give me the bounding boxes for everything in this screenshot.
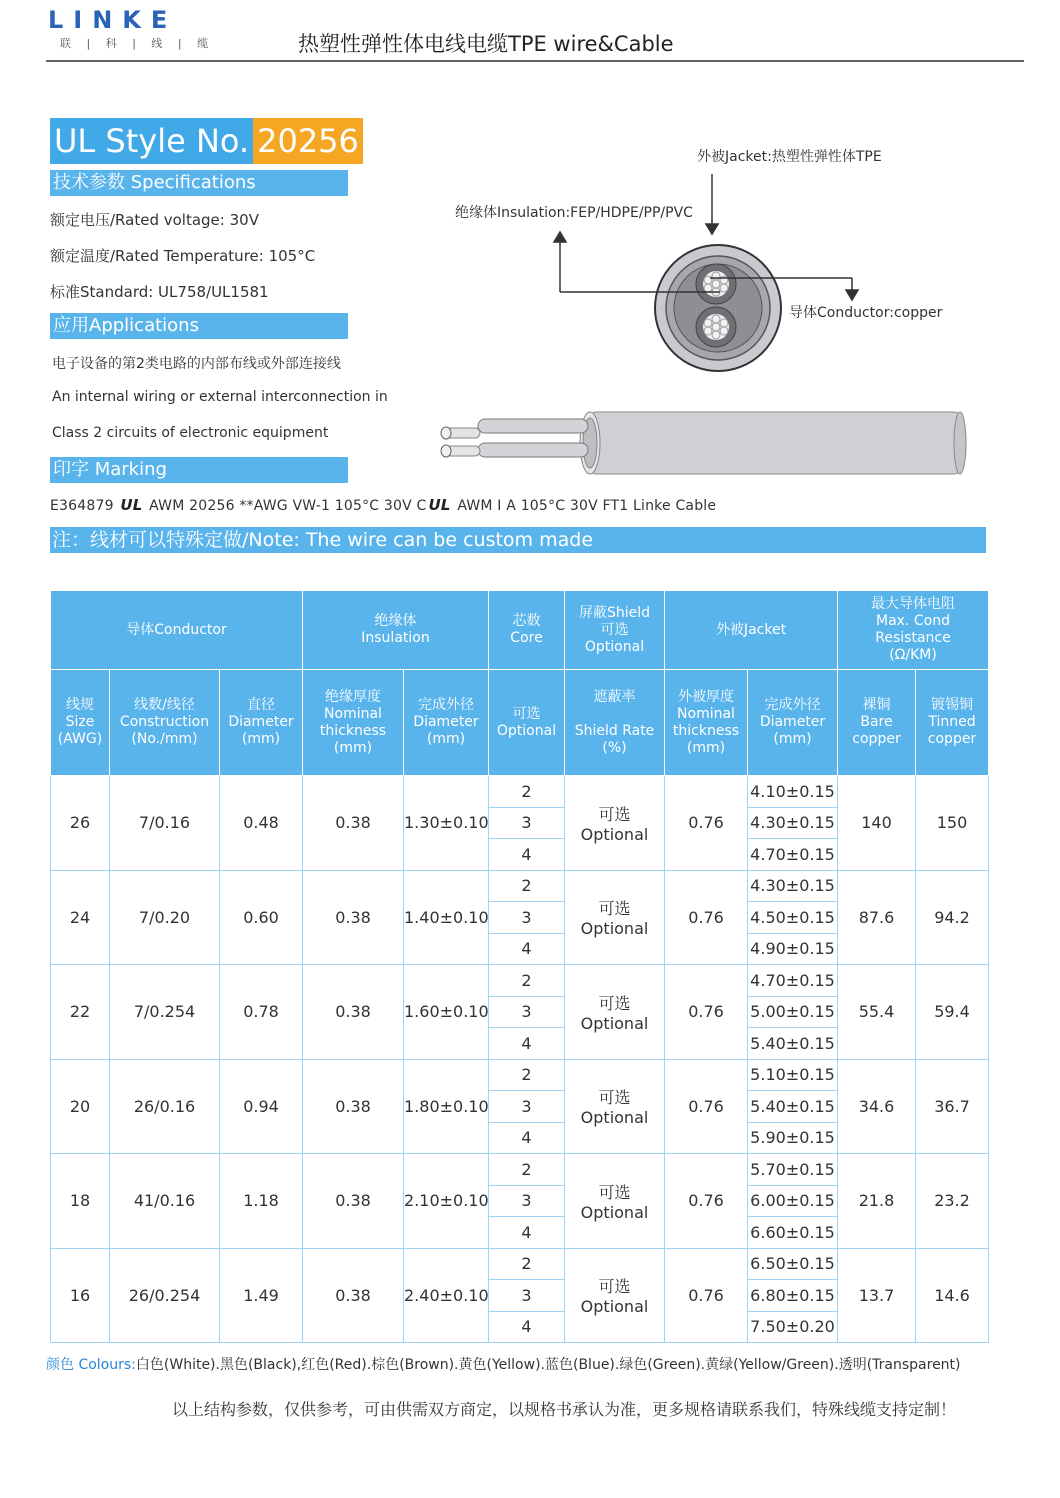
specification-table	[50, 590, 989, 1343]
marking-awm-canada: AWM I A 105°C 30V FT1 Linke Cable	[457, 498, 717, 514]
core-count-cell: 3	[489, 1091, 565, 1123]
application-line: Class 2 circuits of electronic equipment	[52, 425, 329, 441]
diameter-cell: 0.60	[220, 870, 303, 965]
tinned-copper-cell: 23.2	[916, 1154, 989, 1249]
jacket-od-cell: 4.50±0.15	[748, 902, 838, 934]
tinned-copper-cell: 59.4	[916, 965, 989, 1060]
marking-awm: AWM 20256 **AWG VW-1 105°C 30V C	[149, 498, 427, 514]
insulation-thickness-header: 绝缘厚度 Nominal thickness (mm)	[303, 670, 404, 776]
diameter-cell: 0.48	[220, 776, 303, 871]
bare-copper-cell: 13.7	[838, 1248, 916, 1343]
jacket-od-cell: 6.50±0.15	[748, 1248, 838, 1280]
header-divider	[46, 60, 1024, 62]
core-count-cell: 2	[489, 1248, 565, 1280]
core-count-cell: 2	[489, 776, 565, 808]
insulation-od-cell: 2.40±0.10	[404, 1248, 489, 1343]
shield-cell: 可选Optional	[565, 1059, 665, 1154]
jacket-od-cell: 5.90±0.15	[748, 1122, 838, 1154]
core-count-cell: 2	[489, 1154, 565, 1186]
diameter-cell: 0.78	[220, 965, 303, 1060]
marking-heading: 印字 Marking	[50, 457, 348, 483]
diameter-cell: 1.49	[220, 1248, 303, 1343]
insulation-group-header: 绝缘体 Insulation	[303, 591, 489, 670]
insulation-thickness-cell: 0.38	[303, 965, 404, 1060]
jacket-od-cell: 4.30±0.15	[748, 807, 838, 839]
tinned-copper-cell: 94.2	[916, 870, 989, 965]
insulation-od-header: 完成外径 Diameter (mm)	[404, 670, 489, 776]
core-count-cell: 4	[489, 1217, 565, 1249]
shield-cell: 可选Optional	[565, 1248, 665, 1343]
jacket-od-cell: 4.30±0.15	[748, 870, 838, 902]
jacket-od-cell: 4.10±0.15	[748, 776, 838, 808]
bare-copper-cell: 55.4	[838, 965, 916, 1060]
jacket-od-cell: 4.90±0.15	[748, 933, 838, 965]
conductor-group-header: 导体Conductor	[51, 591, 303, 670]
table-row	[51, 776, 989, 808]
jacket-od-cell: 6.60±0.15	[748, 1217, 838, 1249]
ul-style-number: 20256	[253, 118, 363, 164]
bare-copper-cell: 34.6	[838, 1059, 916, 1154]
construction-cell: 7/0.20	[110, 870, 220, 965]
insulation-od-cell: 1.30±0.10	[404, 776, 489, 871]
jacket-label: 外被Jacket:热塑性弹性体TPE	[697, 149, 882, 165]
bare-copper-cell: 87.6	[838, 870, 916, 965]
footer-note: 以上结构参数，仅供参考，可由供需双方商定，以规格书承认为准，更多规格请联系我们，特殊线缆支持定制！	[172, 1400, 957, 1419]
application-line: An internal wiring or external interconnection in	[52, 389, 388, 405]
core-count-cell: 4	[489, 933, 565, 965]
jacket-od-cell: 4.70±0.15	[748, 839, 838, 871]
core-count-cell: 2	[489, 870, 565, 902]
jacket-thickness-cell: 0.76	[665, 965, 748, 1060]
logo-subtitle: 联 | 科 | 线 | 缆	[60, 37, 215, 50]
core-count-cell: 4	[489, 1311, 565, 1343]
table-sub-header-row	[51, 670, 989, 776]
construction-cell: 26/0.16	[110, 1059, 220, 1154]
insulation-thickness-cell: 0.38	[303, 776, 404, 871]
insulation-od-cell: 1.60±0.10	[404, 965, 489, 1060]
table-row	[51, 1248, 989, 1280]
core-count-cell: 3	[489, 902, 565, 934]
table-row	[51, 1059, 989, 1091]
table-row	[51, 1154, 989, 1186]
applications-heading: 应用Applications	[50, 313, 348, 339]
awg-cell: 16	[51, 1248, 110, 1343]
jacket-thickness-cell: 0.76	[665, 776, 748, 871]
arrow-down-icon	[706, 224, 718, 234]
tinned-copper-cell: 14.6	[916, 1248, 989, 1343]
cul-logo-icon: UL	[428, 496, 451, 514]
diameter-cell: 1.18	[220, 1154, 303, 1249]
core-optional-header: 可选 Optional	[489, 670, 565, 776]
core-count-cell: 2	[489, 965, 565, 997]
bare-copper-cell: 21.8	[838, 1154, 916, 1249]
shield-cell: 可选Optional	[565, 965, 665, 1060]
rated-voltage: 额定电压/Rated voltage: 30V	[50, 211, 259, 229]
jacket-od-cell: 5.70±0.15	[748, 1154, 838, 1186]
jacket-od-cell: 5.40±0.15	[748, 1091, 838, 1123]
construction-header: 线数/线径 Construction (No./mm)	[110, 670, 220, 776]
awg-cell: 26	[51, 776, 110, 871]
shield-cell: 可选Optional	[565, 1154, 665, 1249]
core-count-cell: 4	[489, 1122, 565, 1154]
jacket-od-header: 完成外径 Diameter (mm)	[748, 670, 838, 776]
ul-style-title	[50, 118, 363, 164]
colours-line	[46, 1354, 961, 1374]
core-count-cell: 3	[489, 996, 565, 1028]
core-group-header: 芯数 Core	[489, 591, 565, 670]
awg-cell: 24	[51, 870, 110, 965]
conductor-label: 导体Conductor:copper	[789, 305, 943, 321]
tinned-copper-cell: 150	[916, 776, 989, 871]
insulation-od-cell: 1.40±0.10	[404, 870, 489, 965]
cable-cross-section	[655, 245, 781, 371]
colours-label: 颜色 Colours:	[46, 1357, 136, 1373]
arrow-up-icon	[554, 232, 566, 242]
shield-rate-header: 遮蔽率 Shield Rate (%)	[565, 670, 665, 776]
jacket-thickness-cell: 0.76	[665, 1154, 748, 1249]
construction-cell: 7/0.16	[110, 776, 220, 871]
table-group-header-row	[51, 591, 989, 670]
jacket-thickness-cell: 0.76	[665, 1248, 748, 1343]
insulation-od-cell: 1.80±0.10	[404, 1059, 489, 1154]
insulation-thickness-cell: 0.38	[303, 1154, 404, 1249]
logo-wordmark: LINKE	[48, 6, 178, 34]
diameter-header: 直径 Diameter (mm)	[220, 670, 303, 776]
shield-group-header: 屏蔽Shield 可选 Optional	[565, 591, 665, 670]
table-row	[51, 870, 989, 902]
awg-cell: 22	[51, 965, 110, 1060]
bare-copper-header: 裸铜 Bare copper	[838, 670, 916, 776]
insulation-thickness-cell: 0.38	[303, 1059, 404, 1154]
shield-cell: 可选Optional	[565, 776, 665, 871]
application-line: 电子设备的第2类电路的内部布线或外部连接线	[52, 356, 341, 372]
specifications-heading: 技术参数 Specifications	[50, 170, 348, 196]
shield-cell: 可选Optional	[565, 870, 665, 965]
colours-value: 白色(White).黑色(Black),红色(Red).棕色(Brown).黄色(Yellow).蓝色(Blue).绿色(Green).黄绿(Yellow/Green).透明(Transparent)	[135, 1357, 961, 1373]
company-logo	[48, 6, 215, 50]
insulation-od-cell: 2.10±0.10	[404, 1154, 489, 1249]
jacket-od-cell: 4.70±0.15	[748, 965, 838, 997]
construction-cell: 7/0.254	[110, 965, 220, 1060]
diameter-cell: 0.94	[220, 1059, 303, 1154]
core-count-cell: 4	[489, 1028, 565, 1060]
standard: 标准Standard: UL758/UL1581	[50, 283, 269, 301]
marking-file-number: E364879	[50, 498, 114, 514]
jacket-thickness-header: 外被厚度 Nominal thickness (mm)	[665, 670, 748, 776]
jacket-thickness-cell: 0.76	[665, 870, 748, 965]
jacket-thickness-cell: 0.76	[665, 1059, 748, 1154]
page-header-title: 热塑性弹性体电线电缆TPE wire&Cable	[298, 32, 674, 56]
marking-text	[50, 496, 716, 514]
arrow-down-icon	[846, 290, 858, 300]
rated-temperature: 额定温度/Rated Temperature: 105°C	[50, 247, 316, 265]
jacket-od-cell: 5.10±0.15	[748, 1059, 838, 1091]
construction-cell: 26/0.254	[110, 1248, 220, 1343]
size-header: 线规 Size (AWG)	[51, 670, 110, 776]
core-count-cell: 3	[489, 807, 565, 839]
ul-logo-icon: UL	[120, 496, 143, 514]
core-count-cell: 3	[489, 1280, 565, 1312]
jacket-od-cell: 5.00±0.15	[748, 996, 838, 1028]
jacket-od-cell: 5.40±0.15	[748, 1028, 838, 1060]
jacket-group-header: 外被Jacket	[665, 591, 838, 670]
jacket-od-cell: 7.50±0.20	[748, 1311, 838, 1343]
jacket-od-cell: 6.00±0.15	[748, 1185, 838, 1217]
insulation-label: 绝缘体Insulation:FEP/HDPE/PP/PVC	[455, 205, 693, 221]
core-count-cell: 2	[489, 1059, 565, 1091]
core-count-cell: 3	[489, 1185, 565, 1217]
table-row	[51, 965, 989, 997]
construction-cell: 41/0.16	[110, 1154, 220, 1249]
custom-note-banner: 注：线材可以特殊定做/Note: The wire can be custom made	[50, 527, 986, 553]
resistance-group-header: 最大导体电阻 Max. Cond Resistance (Ω/KM)	[838, 591, 989, 670]
awg-cell: 18	[51, 1154, 110, 1249]
tinned-copper-cell: 36.7	[916, 1059, 989, 1154]
cable-side-view	[441, 412, 966, 474]
bare-copper-cell: 140	[838, 776, 916, 871]
insulation-thickness-cell: 0.38	[303, 870, 404, 965]
awg-cell: 20	[51, 1059, 110, 1154]
jacket-od-cell: 6.80±0.15	[748, 1280, 838, 1312]
tinned-copper-header: 镀锡铜 Tinned copper	[916, 670, 989, 776]
ul-style-prefix: UL Style No.	[50, 118, 253, 164]
insulation-thickness-cell: 0.38	[303, 1248, 404, 1343]
core-count-cell: 4	[489, 839, 565, 871]
